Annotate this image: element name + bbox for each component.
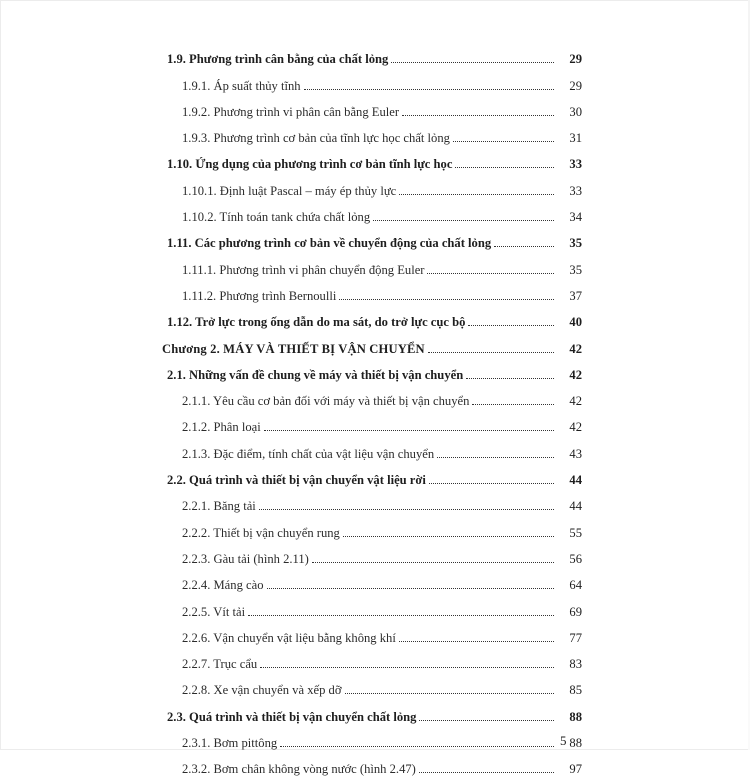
toc-entry-page: 83 xyxy=(569,657,582,672)
toc-entry-page: 31 xyxy=(569,131,582,146)
toc-entry-title: 2.2. Quá trình và thiết bị vận chuyển vật liệu rời xyxy=(167,473,426,488)
dot-leader xyxy=(312,562,554,563)
dot-leader xyxy=(402,115,554,116)
toc-entry-section xyxy=(162,303,582,329)
toc-entry-sub xyxy=(162,724,582,750)
toc-entry-page: 29 xyxy=(569,52,582,67)
dot-leader xyxy=(339,299,554,300)
toc-entry-page: 55 xyxy=(569,525,582,540)
toc-entry-title: 2.1.3. Đặc điểm, tính chất của vật liệu vận chuyển xyxy=(182,446,435,461)
toc-entry-title: Chương 2. MÁY VÀ THIẾT BỊ VẬN CHUYỂN xyxy=(162,341,425,356)
dot-leader xyxy=(399,194,554,195)
dot-leader xyxy=(494,246,554,247)
toc-entry-sub xyxy=(162,566,582,592)
dot-leader xyxy=(345,693,555,694)
toc-entry-title: 1.11.2. Phương trình Bernoulli xyxy=(182,288,337,303)
dot-leader xyxy=(466,378,554,379)
toc-entry-sub xyxy=(162,592,582,618)
toc-entry-sub xyxy=(162,750,582,776)
dot-leader xyxy=(419,772,554,773)
toc-entry-title: 2.2.4. Máng cào xyxy=(182,578,264,593)
toc-entry-page: 35 xyxy=(569,262,582,277)
toc-entry-page: 42 xyxy=(569,420,582,435)
toc-entry-title: 2.2.3. Gàu tải (hình 2.11) xyxy=(182,551,309,566)
dot-leader xyxy=(437,457,554,458)
table-of-contents xyxy=(162,40,582,776)
toc-entry-page: 43 xyxy=(569,446,582,461)
toc-entry-page: 40 xyxy=(569,315,582,330)
dot-leader xyxy=(453,141,554,142)
toc-entry-title: 1.10.2. Tính toán tank chứa chất lỏng xyxy=(182,210,371,225)
toc-entry-title: 1.12. Trở lực trong ống dẫn do ma sát, do trở lực cục bộ xyxy=(167,315,466,330)
toc-entry-page: 42 xyxy=(569,367,582,382)
toc-entry-title: 2.2.6. Vận chuyển vật liệu bằng không khí xyxy=(182,630,396,645)
toc-entry-page: 88 xyxy=(569,736,582,751)
dot-leader xyxy=(267,588,555,589)
toc-entry-sub xyxy=(162,645,582,671)
dot-leader xyxy=(429,483,554,484)
toc-entry-sub xyxy=(162,513,582,539)
toc-entry-page: 69 xyxy=(569,604,582,619)
toc-entry-title: 1.9.3. Phương trình cơ bản của tĩnh lực học chất lỏng xyxy=(182,131,450,146)
dot-leader xyxy=(419,720,554,721)
toc-entry-title: 2.1.1. Yêu cầu cơ bản đối với máy và thiết bị vận chuyển xyxy=(182,394,470,409)
toc-entry-sub xyxy=(162,198,582,224)
dot-leader xyxy=(264,430,554,431)
toc-entry-title: 2.1. Những vấn đề chung về máy và thiết bị vận chuyển xyxy=(167,367,464,382)
toc-entry-page: 42 xyxy=(569,394,582,409)
toc-entry-page: 77 xyxy=(569,630,582,645)
toc-entry-title: 1.10.1. Định luật Pascal – máy ép thủy lực xyxy=(182,183,397,198)
toc-entry-sub xyxy=(162,619,582,645)
toc-entry-title: 2.2.5. Vít tải xyxy=(182,604,246,619)
toc-entry-page: 33 xyxy=(569,157,582,172)
toc-entry-sub xyxy=(162,382,582,408)
toc-entry-title: 2.2.1. Băng tải xyxy=(182,499,256,514)
toc-entry-sub xyxy=(162,66,582,92)
toc-entry-title: 2.3. Quá trình và thiết bị vận chuyển chất lỏng xyxy=(167,709,417,724)
toc-entry-title: 2.2.8. Xe vận chuyển và xếp dỡ xyxy=(182,683,342,698)
toc-entry-page: 30 xyxy=(569,104,582,119)
toc-entry-section xyxy=(162,356,582,382)
toc-entry-section xyxy=(162,224,582,250)
toc-entry-title: 1.9.2. Phương trình vi phân cân bằng Euler xyxy=(182,104,400,119)
toc-entry-page: 88 xyxy=(569,709,582,724)
toc-entry-sub xyxy=(162,487,582,513)
toc-entry-page: 42 xyxy=(569,341,582,356)
dot-leader xyxy=(455,167,554,168)
dot-leader xyxy=(259,509,554,510)
toc-entry-chapter xyxy=(162,329,582,355)
dot-leader xyxy=(304,89,554,90)
toc-entry-section xyxy=(162,40,582,66)
dot-leader xyxy=(428,352,554,353)
toc-entry-page: 56 xyxy=(569,551,582,566)
toc-entry-page: 64 xyxy=(569,578,582,593)
toc-entry-page: 29 xyxy=(569,78,582,93)
toc-entry-section xyxy=(162,145,582,171)
toc-entry-title: 1.9. Phương trình cân bằng của chất lỏng xyxy=(167,52,389,67)
dot-leader xyxy=(248,615,554,616)
toc-entry-sub xyxy=(162,408,582,434)
toc-entry-sub xyxy=(162,277,582,303)
toc-entry-page: 44 xyxy=(569,473,582,488)
toc-entry-page: 33 xyxy=(569,183,582,198)
toc-entry-page: 34 xyxy=(569,210,582,225)
dot-leader xyxy=(260,667,554,668)
toc-entry-page: 85 xyxy=(569,683,582,698)
toc-entry-title: 2.2.7. Trục cẩu xyxy=(182,657,258,672)
toc-entry-page: 97 xyxy=(569,762,582,776)
toc-entry-sub xyxy=(162,171,582,197)
toc-entry-sub xyxy=(162,671,582,697)
toc-entry-sub xyxy=(162,119,582,145)
toc-entry-page: 44 xyxy=(569,499,582,514)
toc-entry-title: 2.3.2. Bơm chân không vòng nước (hình 2.47) xyxy=(182,762,416,776)
dot-leader xyxy=(472,404,554,405)
toc-entry-title: 1.10. Ứng dụng của phương trình cơ bản tĩnh lực học xyxy=(167,157,453,172)
toc-entry-sub xyxy=(162,93,582,119)
toc-entry-sub xyxy=(162,250,582,276)
dot-leader xyxy=(373,220,554,221)
toc-entry-title: 2.3.1. Bơm pittông xyxy=(182,736,278,751)
toc-entry-sub xyxy=(162,434,582,460)
toc-entry-title: 2.1.2. Phân loại xyxy=(182,420,261,435)
toc-entry-title: 2.2.2. Thiết bị vận chuyển rung xyxy=(182,525,340,540)
dot-leader xyxy=(399,641,554,642)
dot-leader xyxy=(391,62,554,63)
toc-entry-section xyxy=(162,461,582,487)
dot-leader xyxy=(343,536,554,537)
toc-entry-section xyxy=(162,697,582,723)
toc-entry-title: 1.9.1. Áp suất thủy tĩnh xyxy=(182,78,301,93)
toc-entry-title: 1.11. Các phương trình cơ bản về chuyển động của chất lỏng xyxy=(167,236,492,251)
dot-leader xyxy=(468,325,554,326)
toc-entry-page: 37 xyxy=(569,288,582,303)
toc-entry-title: 1.11.1. Phương trình vi phân chuyển động Euler xyxy=(182,262,425,277)
toc-entry-sub xyxy=(162,540,582,566)
page-number: 5 xyxy=(560,733,567,748)
dot-leader xyxy=(280,746,554,747)
toc-entry-page: 35 xyxy=(569,236,582,251)
dot-leader xyxy=(427,273,554,274)
